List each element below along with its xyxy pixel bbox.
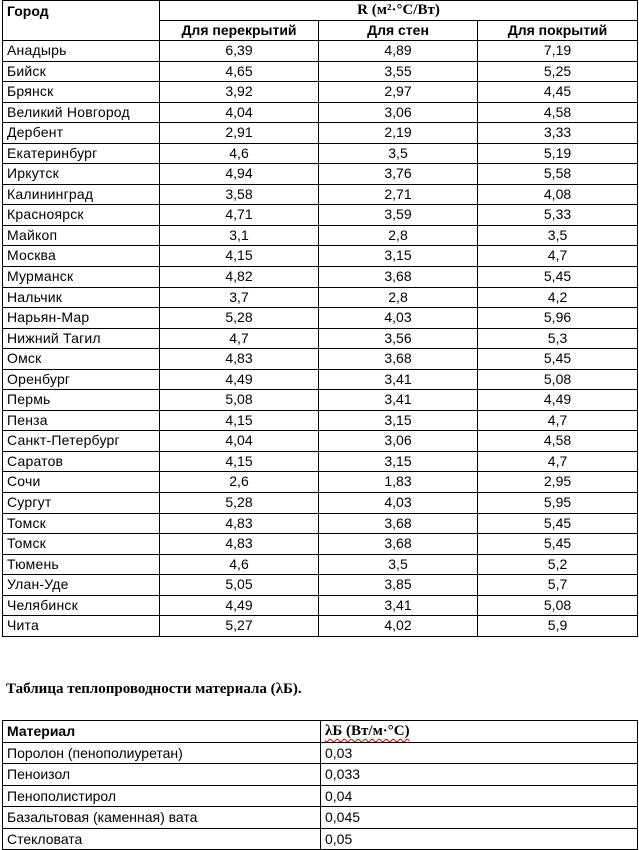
city-cell: Нижний Тагил <box>3 328 160 349</box>
ceiling-cell: 4,83 <box>160 513 319 534</box>
table-row <box>3 616 638 637</box>
walls-cell: 3,68 <box>319 349 478 370</box>
table-row <box>3 82 638 103</box>
city-cell: Улан-Уде <box>3 575 160 596</box>
resistance-table <box>2 0 638 637</box>
city-cell: Иркутск <box>3 164 160 185</box>
walls-cell: 2,19 <box>319 123 478 144</box>
ceiling-cell: 3,1 <box>160 225 319 246</box>
materials-table <box>2 720 638 850</box>
city-cell: Челябинск <box>3 595 160 616</box>
table-row <box>3 534 638 555</box>
city-cell: Москва <box>3 246 160 267</box>
subheader-roof: Для покрытий <box>478 21 638 41</box>
walls-cell: 3,15 <box>319 410 478 431</box>
ceiling-cell: 2,6 <box>160 472 319 493</box>
city-cell: Чита <box>3 616 160 637</box>
walls-cell: 3,06 <box>319 431 478 452</box>
roof-cell: 2,95 <box>478 472 638 493</box>
city-cell: Омск <box>3 349 160 370</box>
ceiling-cell: 4,49 <box>160 369 319 390</box>
material-lambda-cell: 0,03 <box>321 742 638 764</box>
table-header-row <box>3 1 638 21</box>
walls-cell: 3,15 <box>319 451 478 472</box>
roof-cell: 5,45 <box>478 267 638 288</box>
header-city: Город <box>3 1 160 41</box>
walls-cell: 3,68 <box>319 534 478 555</box>
ceiling-cell: 5,05 <box>160 575 319 596</box>
roof-cell: 5,45 <box>478 534 638 555</box>
city-cell: Екатеринбург <box>3 143 160 164</box>
subheader-walls: Для стен <box>319 21 478 41</box>
materials-table-body <box>3 742 638 850</box>
roof-cell: 5,25 <box>478 61 638 82</box>
table-row <box>3 575 638 596</box>
header-r: R (м²·°С/Вт) <box>160 1 638 21</box>
roof-cell: 3,33 <box>478 123 638 144</box>
table-row <box>3 595 638 616</box>
walls-cell: 3,68 <box>319 513 478 534</box>
roof-cell: 4,7 <box>478 410 638 431</box>
city-cell: Пенза <box>3 410 160 431</box>
walls-cell: 3,85 <box>319 575 478 596</box>
table-row <box>3 493 638 514</box>
ceiling-cell: 5,28 <box>160 493 319 514</box>
table-row <box>3 123 638 144</box>
ceiling-cell: 4,83 <box>160 534 319 555</box>
city-cell: Сочи <box>3 472 160 493</box>
roof-cell: 7,19 <box>478 41 638 62</box>
table-row <box>3 308 638 329</box>
walls-cell: 2,97 <box>319 82 478 103</box>
material-lambda-cell: 0,05 <box>321 828 638 850</box>
city-cell: Мурманск <box>3 267 160 288</box>
city-cell: Брянск <box>3 82 160 103</box>
roof-cell: 5,9 <box>478 616 638 637</box>
walls-cell: 3,15 <box>319 246 478 267</box>
roof-cell: 4,49 <box>478 390 638 411</box>
roof-cell: 4,7 <box>478 451 638 472</box>
city-cell: Санкт-Петербург <box>3 431 160 452</box>
roof-cell: 3,5 <box>478 225 638 246</box>
table-row <box>3 246 638 267</box>
material-name-cell: Пенополистирол <box>3 785 321 807</box>
header-material: Материал <box>3 721 321 743</box>
walls-cell: 3,5 <box>319 143 478 164</box>
ceiling-cell: 4,15 <box>160 410 319 431</box>
walls-cell: 3,68 <box>319 267 478 288</box>
city-cell: Оренбург <box>3 369 160 390</box>
ceiling-cell: 5,28 <box>160 308 319 329</box>
roof-cell: 5,08 <box>478 595 638 616</box>
table-row <box>3 164 638 185</box>
ceiling-cell: 4,65 <box>160 61 319 82</box>
roof-cell: 5,45 <box>478 349 638 370</box>
ceiling-cell: 4,15 <box>160 451 319 472</box>
walls-cell: 3,41 <box>319 595 478 616</box>
city-cell: Сургут <box>3 493 160 514</box>
materials-row <box>3 742 638 764</box>
material-name-cell: Поролон (пенополиуретан) <box>3 742 321 764</box>
material-name-cell: Стекловата <box>3 828 321 850</box>
ceiling-cell: 4,04 <box>160 102 319 123</box>
city-cell: Дербент <box>3 123 160 144</box>
materials-header-row <box>3 721 638 743</box>
walls-cell: 4,89 <box>319 41 478 62</box>
walls-cell: 4,02 <box>319 616 478 637</box>
table-row <box>3 205 638 226</box>
table-row <box>3 451 638 472</box>
city-cell: Бийск <box>3 61 160 82</box>
ceiling-cell: 4,83 <box>160 349 319 370</box>
walls-cell: 4,03 <box>319 308 478 329</box>
walls-cell: 1,83 <box>319 472 478 493</box>
ceiling-cell: 5,27 <box>160 616 319 637</box>
walls-cell: 3,76 <box>319 164 478 185</box>
ceiling-cell: 5,08 <box>160 390 319 411</box>
walls-cell: 3,5 <box>319 554 478 575</box>
city-cell: Саратов <box>3 451 160 472</box>
ceiling-cell: 4,04 <box>160 431 319 452</box>
city-cell: Калининград <box>3 184 160 205</box>
materials-row <box>3 764 638 786</box>
ceiling-cell: 4,94 <box>160 164 319 185</box>
ceiling-cell: 4,15 <box>160 246 319 267</box>
roof-cell: 5,58 <box>478 164 638 185</box>
ceiling-cell: 2,91 <box>160 123 319 144</box>
materials-caption: Таблица теплопроводности материала (λБ). <box>6 681 302 697</box>
walls-cell: 4,03 <box>319 493 478 514</box>
table-row <box>3 390 638 411</box>
roof-cell: 5,2 <box>478 554 638 575</box>
city-cell: Пермь <box>3 390 160 411</box>
city-cell: Красноярск <box>3 205 160 226</box>
materials-row <box>3 828 638 850</box>
table-row <box>3 410 638 431</box>
roof-cell: 4,2 <box>478 287 638 308</box>
walls-cell: 3,59 <box>319 205 478 226</box>
table-row <box>3 431 638 452</box>
ceiling-cell: 4,49 <box>160 595 319 616</box>
roof-cell: 5,33 <box>478 205 638 226</box>
resistance-table-body <box>3 41 638 637</box>
material-lambda-cell: 0,04 <box>321 785 638 807</box>
roof-cell: 5,7 <box>478 575 638 596</box>
walls-cell: 3,56 <box>319 328 478 349</box>
walls-cell: 2,71 <box>319 184 478 205</box>
roof-cell: 5,95 <box>478 493 638 514</box>
ceiling-cell: 4,82 <box>160 267 319 288</box>
roof-cell: 4,7 <box>478 246 638 267</box>
table-row <box>3 513 638 534</box>
city-cell: Анадырь <box>3 41 160 62</box>
roof-cell: 5,19 <box>478 143 638 164</box>
table-row <box>3 102 638 123</box>
roof-cell: 4,08 <box>478 184 638 205</box>
material-name-cell: Базальтовая (каменная) вата <box>3 807 321 829</box>
walls-cell: 3,06 <box>319 102 478 123</box>
roof-cell: 4,45 <box>478 82 638 103</box>
table-row <box>3 143 638 164</box>
ceiling-cell: 4,7 <box>160 328 319 349</box>
city-cell: Великий Новгород <box>3 102 160 123</box>
city-cell: Томск <box>3 513 160 534</box>
ceiling-cell: 4,6 <box>160 143 319 164</box>
walls-cell: 2,8 <box>319 225 478 246</box>
table-row <box>3 328 638 349</box>
table-row <box>3 472 638 493</box>
materials-row <box>3 807 638 829</box>
header-lambda <box>321 721 638 743</box>
city-cell: Майкоп <box>3 225 160 246</box>
city-cell: Нальчик <box>3 287 160 308</box>
roof-cell: 4,58 <box>478 102 638 123</box>
ceiling-cell: 4,71 <box>160 205 319 226</box>
header-lambda-text: λБ (Вт/м·°С) <box>325 723 410 739</box>
ceiling-cell: 4,6 <box>160 554 319 575</box>
table-row <box>3 61 638 82</box>
walls-cell: 3,41 <box>319 369 478 390</box>
material-lambda-cell: 0,045 <box>321 807 638 829</box>
subheader-ceiling: Для перекрытий <box>160 21 319 41</box>
roof-cell: 5,45 <box>478 513 638 534</box>
city-cell: Нарьян-Мар <box>3 308 160 329</box>
walls-cell: 3,55 <box>319 61 478 82</box>
table-row <box>3 184 638 205</box>
ceiling-cell: 3,92 <box>160 82 319 103</box>
roof-cell: 5,3 <box>478 328 638 349</box>
walls-cell: 2,8 <box>319 287 478 308</box>
table-row <box>3 267 638 288</box>
table-row <box>3 41 638 62</box>
ceiling-cell: 3,7 <box>160 287 319 308</box>
city-cell: Тюмень <box>3 554 160 575</box>
table-row <box>3 287 638 308</box>
table-row <box>3 349 638 370</box>
materials-row <box>3 785 638 807</box>
table-row <box>3 554 638 575</box>
material-lambda-cell: 0,033 <box>321 764 638 786</box>
walls-cell: 3,41 <box>319 390 478 411</box>
roof-cell: 5,08 <box>478 369 638 390</box>
table-row <box>3 225 638 246</box>
roof-cell: 4,58 <box>478 431 638 452</box>
city-cell: Томск <box>3 534 160 555</box>
table-row <box>3 369 638 390</box>
roof-cell: 5,96 <box>478 308 638 329</box>
ceiling-cell: 3,58 <box>160 184 319 205</box>
material-name-cell: Пеноизол <box>3 764 321 786</box>
ceiling-cell: 6,39 <box>160 41 319 62</box>
